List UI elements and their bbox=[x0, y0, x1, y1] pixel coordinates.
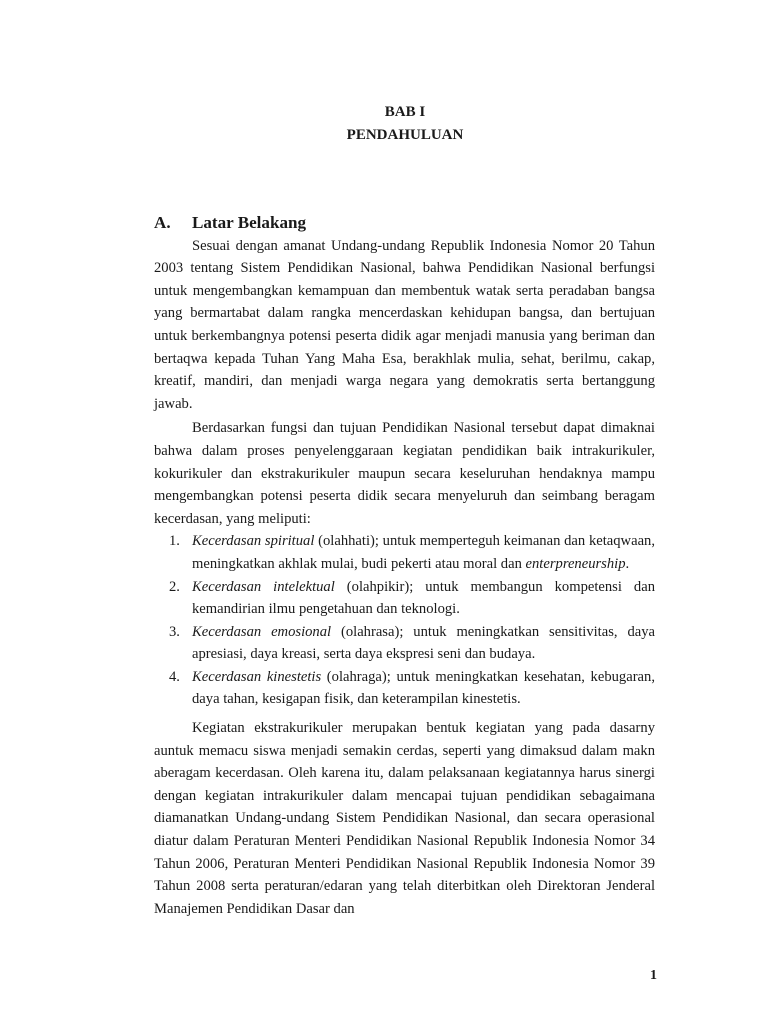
paragraph-1: Sesuai dengan amanat Undang-undang Republik Indonesia Nomor 20 Tahun 2003 tentang Sistem Pendidikan Nasional, bahwa Pendidikan Nasional berfungsi untuk mengembangkan kemampuan dan membentuk watak serta peradaban bangsa yang bermartabat dalam rangka mencerdaskan kehidupan bangsa, dan bertujuan untuk berkembangnya potensi peserta didik agar menjadi manusia yang beriman dan bertaqwa kepada Tuhan Yang Maha Esa, berakhlak mulia, sehat, berilmu, cakap, kreatif, mandiri, dan menjadi warga negara yang demokratis serta bertanggung jawab. bbox=[154, 237, 655, 412]
paragraph-3: Kegiatan ekstrakurikuler merupakan bentuk kegiatan yang pada dasarny auntuk memacu siswa menjadi semakin cerdas, seperti yang dimaksud dalam makn aberagam kecerdasan. Oleh karena itu, dalam pelaksanaan kegiatannya harus sinergi dengan kegiatan intrakurikuler dalam mencapai tujuan pendidikan sebagaimana diamanatkan Undang-undang Sistem Pendidikan Nasional, dan secara operasional diatur dalam Peraturan Menteri Pendidikan Nasional Republik Indonesia Nomor 34 Tahun 2006, Peraturan Menteri Pendidikan Nasional Republik Indonesia Nomor 39 Tahun 2008 serta peraturan/edaran yang telah diterbitkan oleh Direktoran Jenderal Manajemen Pendidikan Dasar dan bbox=[154, 720, 655, 917]
list-item bbox=[154, 666, 655, 711]
list-item bbox=[154, 621, 655, 666]
section-title: Latar Belakang bbox=[192, 213, 307, 232]
list-item-number: 1. bbox=[169, 533, 180, 550]
list-item-term: Kecerdasan intelektual bbox=[192, 578, 335, 595]
list-item-text: (olahraga); untuk meningkatkan kesehatan, kebugaran, daya tahan, kesigapan fisik, dan keterampilan kinestetis. bbox=[192, 668, 655, 708]
chapter-label: BAB I bbox=[384, 104, 426, 120]
list-item-text: (olahpikir); untuk membangun kompetensi dan kemandirian ilmu pengetahuan dan teknologi. bbox=[192, 578, 655, 618]
list-item-term: Kecerdasan kinestetis bbox=[192, 668, 322, 685]
list-item-number: 2. bbox=[169, 578, 180, 595]
list-item-text: (olahrasa); untuk meningkatkan sensitivitas, daya apresiasi, daya kreasi, serta daya ekspresi seni dan budaya. bbox=[192, 623, 656, 663]
list-item-text: (olahhati); untuk memperteguh keimanan dan ketaqwaan, meningkatkan akhlak mulai, budi pekerti atau moral dan bbox=[192, 533, 655, 572]
document-body bbox=[154, 212, 655, 920]
intelligence-list bbox=[154, 530, 655, 711]
section-number: A. bbox=[154, 213, 171, 232]
list-item-term: Kecerdasan emosional bbox=[192, 623, 332, 640]
paragraph-2: Berdasarkan fungsi dan tujuan Pendidikan Nasional tersebut dapat dimaknai bahwa dalam proses penyelenggaraan kegiatan pendidikan baik intrakurikuler, kokurikuler dan ekstrakurikuler maupun secara keseluruhan hendaknya mampu mengembangkan potensi peserta didik secara menyeluruh dan seimbang beragam kecerdasan, yang meliputi: bbox=[154, 420, 655, 527]
page-number: 1 bbox=[650, 968, 657, 983]
list-item-tail: . bbox=[625, 555, 630, 572]
list-item bbox=[154, 576, 655, 621]
list-item-number: 4. bbox=[169, 668, 180, 685]
chapter-title: PENDAHULUAN bbox=[346, 127, 464, 143]
list-item-number: 3. bbox=[169, 623, 180, 640]
section-heading bbox=[154, 212, 655, 235]
list-item-term-2: enterpreneurship bbox=[525, 555, 626, 572]
list-item bbox=[154, 530, 655, 575]
list-item-term: Kecerdasan spiritual bbox=[192, 533, 315, 550]
